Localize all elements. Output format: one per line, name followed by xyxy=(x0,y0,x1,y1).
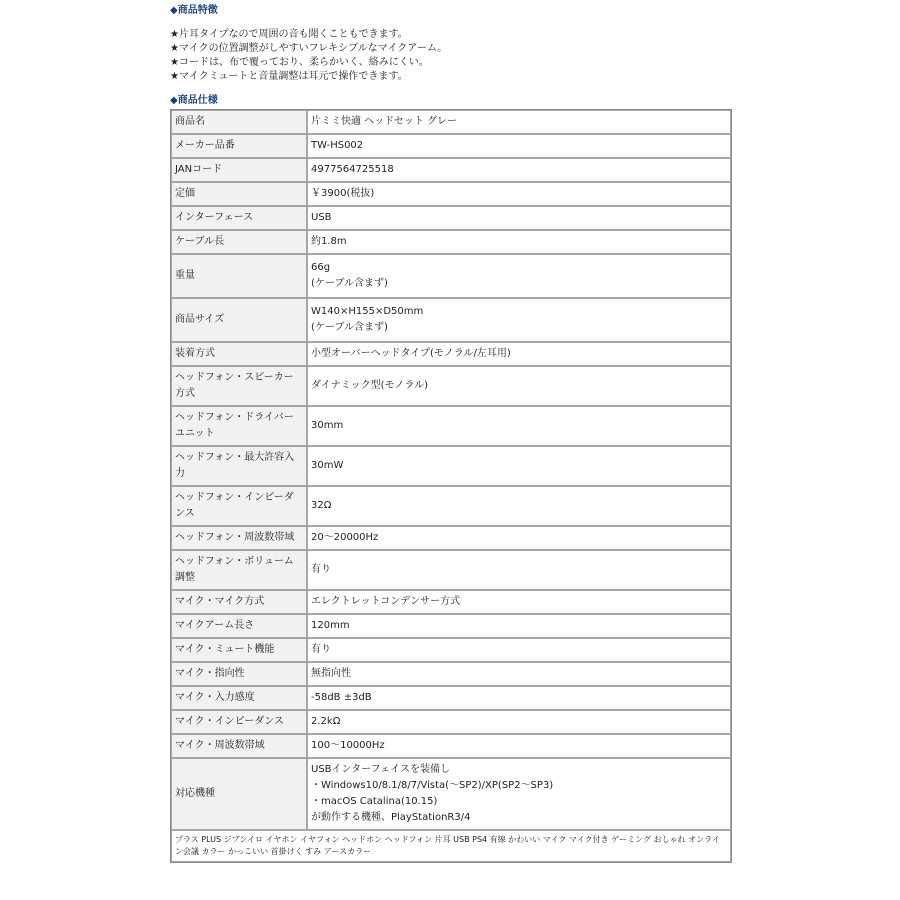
spec-value-line: 片ミミ快適 ヘッドセット グレー xyxy=(311,116,458,127)
spec-label: メーカー品番 xyxy=(171,134,307,158)
spec-label: マイク・指向性 xyxy=(171,662,307,686)
feature-item: ★片耳タイプなので周囲の音も聞くこともできます。 xyxy=(170,29,408,40)
spec-value-line: ￥3900(税抜) xyxy=(311,188,375,199)
spec-label: マイク・入力感度 xyxy=(171,686,307,710)
spec-value-line: USB xyxy=(311,212,332,223)
spec-row xyxy=(171,710,731,734)
spec-label: ヘッドフォン・ドライバーユニット xyxy=(171,406,307,446)
spec-heading: ◆商品仕様 xyxy=(170,95,218,106)
spec-row xyxy=(171,590,731,614)
spec-value xyxy=(307,734,731,758)
spec-row xyxy=(171,686,731,710)
spec-row xyxy=(171,110,731,134)
spec-row xyxy=(171,638,731,662)
spec-row xyxy=(171,614,731,638)
spec-value xyxy=(307,590,731,614)
spec-value-line: 有り xyxy=(311,644,331,655)
spec-value xyxy=(307,550,731,590)
features-list xyxy=(170,28,732,84)
spec-value-line: 無指向性 xyxy=(311,668,351,679)
product-description xyxy=(170,4,732,863)
spec-value-line: 2.2kΩ xyxy=(311,716,341,727)
spec-value xyxy=(307,230,731,254)
spec-row xyxy=(171,182,731,206)
spec-row xyxy=(171,662,731,686)
spec-value-line: USBインターフェイスを装備し xyxy=(311,764,451,775)
spec-table xyxy=(170,109,732,863)
spec-value-line: (ケーブル含まず) xyxy=(311,278,388,289)
spec-value-line: 4977564725518 xyxy=(311,164,394,175)
spec-value xyxy=(307,638,731,662)
spec-value-line: ダイナミック型(モノラル) xyxy=(311,380,429,391)
spec-value-line: ・macOS Catalina(10.15) xyxy=(311,796,438,807)
spec-label: インターフェース xyxy=(171,206,307,230)
spec-value xyxy=(307,182,731,206)
spec-value xyxy=(307,446,731,486)
spec-row xyxy=(171,158,731,182)
spec-label: 定価 xyxy=(171,182,307,206)
spec-value-line: 30mm xyxy=(311,420,344,431)
spec-value xyxy=(307,710,731,734)
spec-value-line: -58dB ±3dB xyxy=(311,692,372,703)
spec-label: 商品名 xyxy=(171,110,307,134)
spec-label: 対応機種 xyxy=(171,758,307,830)
spec-row xyxy=(171,486,731,526)
spec-label: 重量 xyxy=(171,254,307,298)
spec-value xyxy=(307,366,731,406)
spec-value xyxy=(307,110,731,134)
spec-label: ヘッドフォン・最大許容入力 xyxy=(171,446,307,486)
feature-item: ★マイクミュートと音量調整は耳元で操作できます。 xyxy=(170,71,408,82)
spec-row xyxy=(171,134,731,158)
spec-row xyxy=(171,206,731,230)
spec-value xyxy=(307,662,731,686)
spec-label: ヘッドフォン・ボリューム調整 xyxy=(171,550,307,590)
spec-label: マイク・ミュート機能 xyxy=(171,638,307,662)
spec-label: マイク・周波数帯域 xyxy=(171,734,307,758)
spec-value-line: が動作する機種、PlayStationR3/4 xyxy=(311,812,471,823)
spec-value-line: 120mm xyxy=(311,620,350,631)
search-keywords: プラス PLUS ジブンイロ イヤホン イヤフォン ヘッドホン ヘッドフォン 片耳 USB PS4 有線 かわいい マイク マイク付き ゲーミング おしゃれ オンライン会議 カラー かっこいい 首掛けく すみ アースカラー xyxy=(171,830,731,862)
spec-row xyxy=(171,550,731,590)
spec-label: ヘッドフォン・インピーダンス xyxy=(171,486,307,526)
spec-row xyxy=(171,254,731,298)
spec-row xyxy=(171,230,731,254)
keywords-row xyxy=(171,830,731,862)
spec-value xyxy=(307,526,731,550)
spec-label: 商品サイズ xyxy=(171,298,307,342)
spec-value-line: TW-HS002 xyxy=(311,140,364,151)
spec-value-line: 小型オーバーヘッドタイプ(モノラル/左耳用) xyxy=(311,348,511,359)
spec-value-line: 30mW xyxy=(311,460,344,471)
feature-item: ★マイクの位置調整がしやすいフレキシブルなマイクアーム。 xyxy=(170,43,448,54)
spec-value xyxy=(307,406,731,446)
spec-value-line: 66g xyxy=(311,262,331,273)
spec-row xyxy=(171,734,731,758)
spec-value-line: 有り xyxy=(311,564,331,575)
spec-label: マイク・マイク方式 xyxy=(171,590,307,614)
spec-row xyxy=(171,366,731,406)
spec-value xyxy=(307,686,731,710)
spec-label: ヘッドフォン・スピーカー方式 xyxy=(171,366,307,406)
spec-value xyxy=(307,758,731,830)
spec-value xyxy=(307,486,731,526)
spec-row xyxy=(171,758,731,830)
feature-item: ★コードは、布で覆っており、柔らかいく、絡みにくい。 xyxy=(170,57,429,68)
spec-value xyxy=(307,342,731,366)
spec-label: マイク・インピーダンス xyxy=(171,710,307,734)
spec-value xyxy=(307,158,731,182)
spec-row xyxy=(171,406,731,446)
spec-value-line: 約1.8m xyxy=(311,236,347,247)
spec-label: ケーブル長 xyxy=(171,230,307,254)
spec-value-line: エレクトレットコンデンサー方式 xyxy=(311,596,461,607)
spec-row xyxy=(171,298,731,342)
spec-value-line: 32Ω xyxy=(311,500,332,511)
spec-row xyxy=(171,446,731,486)
spec-value-line: W140×H155×D50mm xyxy=(311,306,424,317)
spec-value-line: 100～10000Hz xyxy=(311,740,385,751)
features-heading: ◆商品特徴 xyxy=(170,5,218,16)
spec-row xyxy=(171,342,731,366)
spec-value-line: ・Windows10/8.1/8/7/Vista(～SP2)/XP(SP2～SP3) xyxy=(311,780,554,791)
spec-value-line: 20～20000Hz xyxy=(311,532,379,543)
spec-label: ヘッドフォン・周波数帯域 xyxy=(171,526,307,550)
spec-value-line: (ケーブル含まず) xyxy=(311,322,388,333)
spec-label: マイクアーム長さ xyxy=(171,614,307,638)
spec-value xyxy=(307,614,731,638)
spec-value xyxy=(307,134,731,158)
spec-value xyxy=(307,206,731,230)
spec-label: JANコード xyxy=(171,158,307,182)
spec-value xyxy=(307,298,731,342)
spec-value xyxy=(307,254,731,298)
spec-row xyxy=(171,526,731,550)
spec-label: 装着方式 xyxy=(171,342,307,366)
